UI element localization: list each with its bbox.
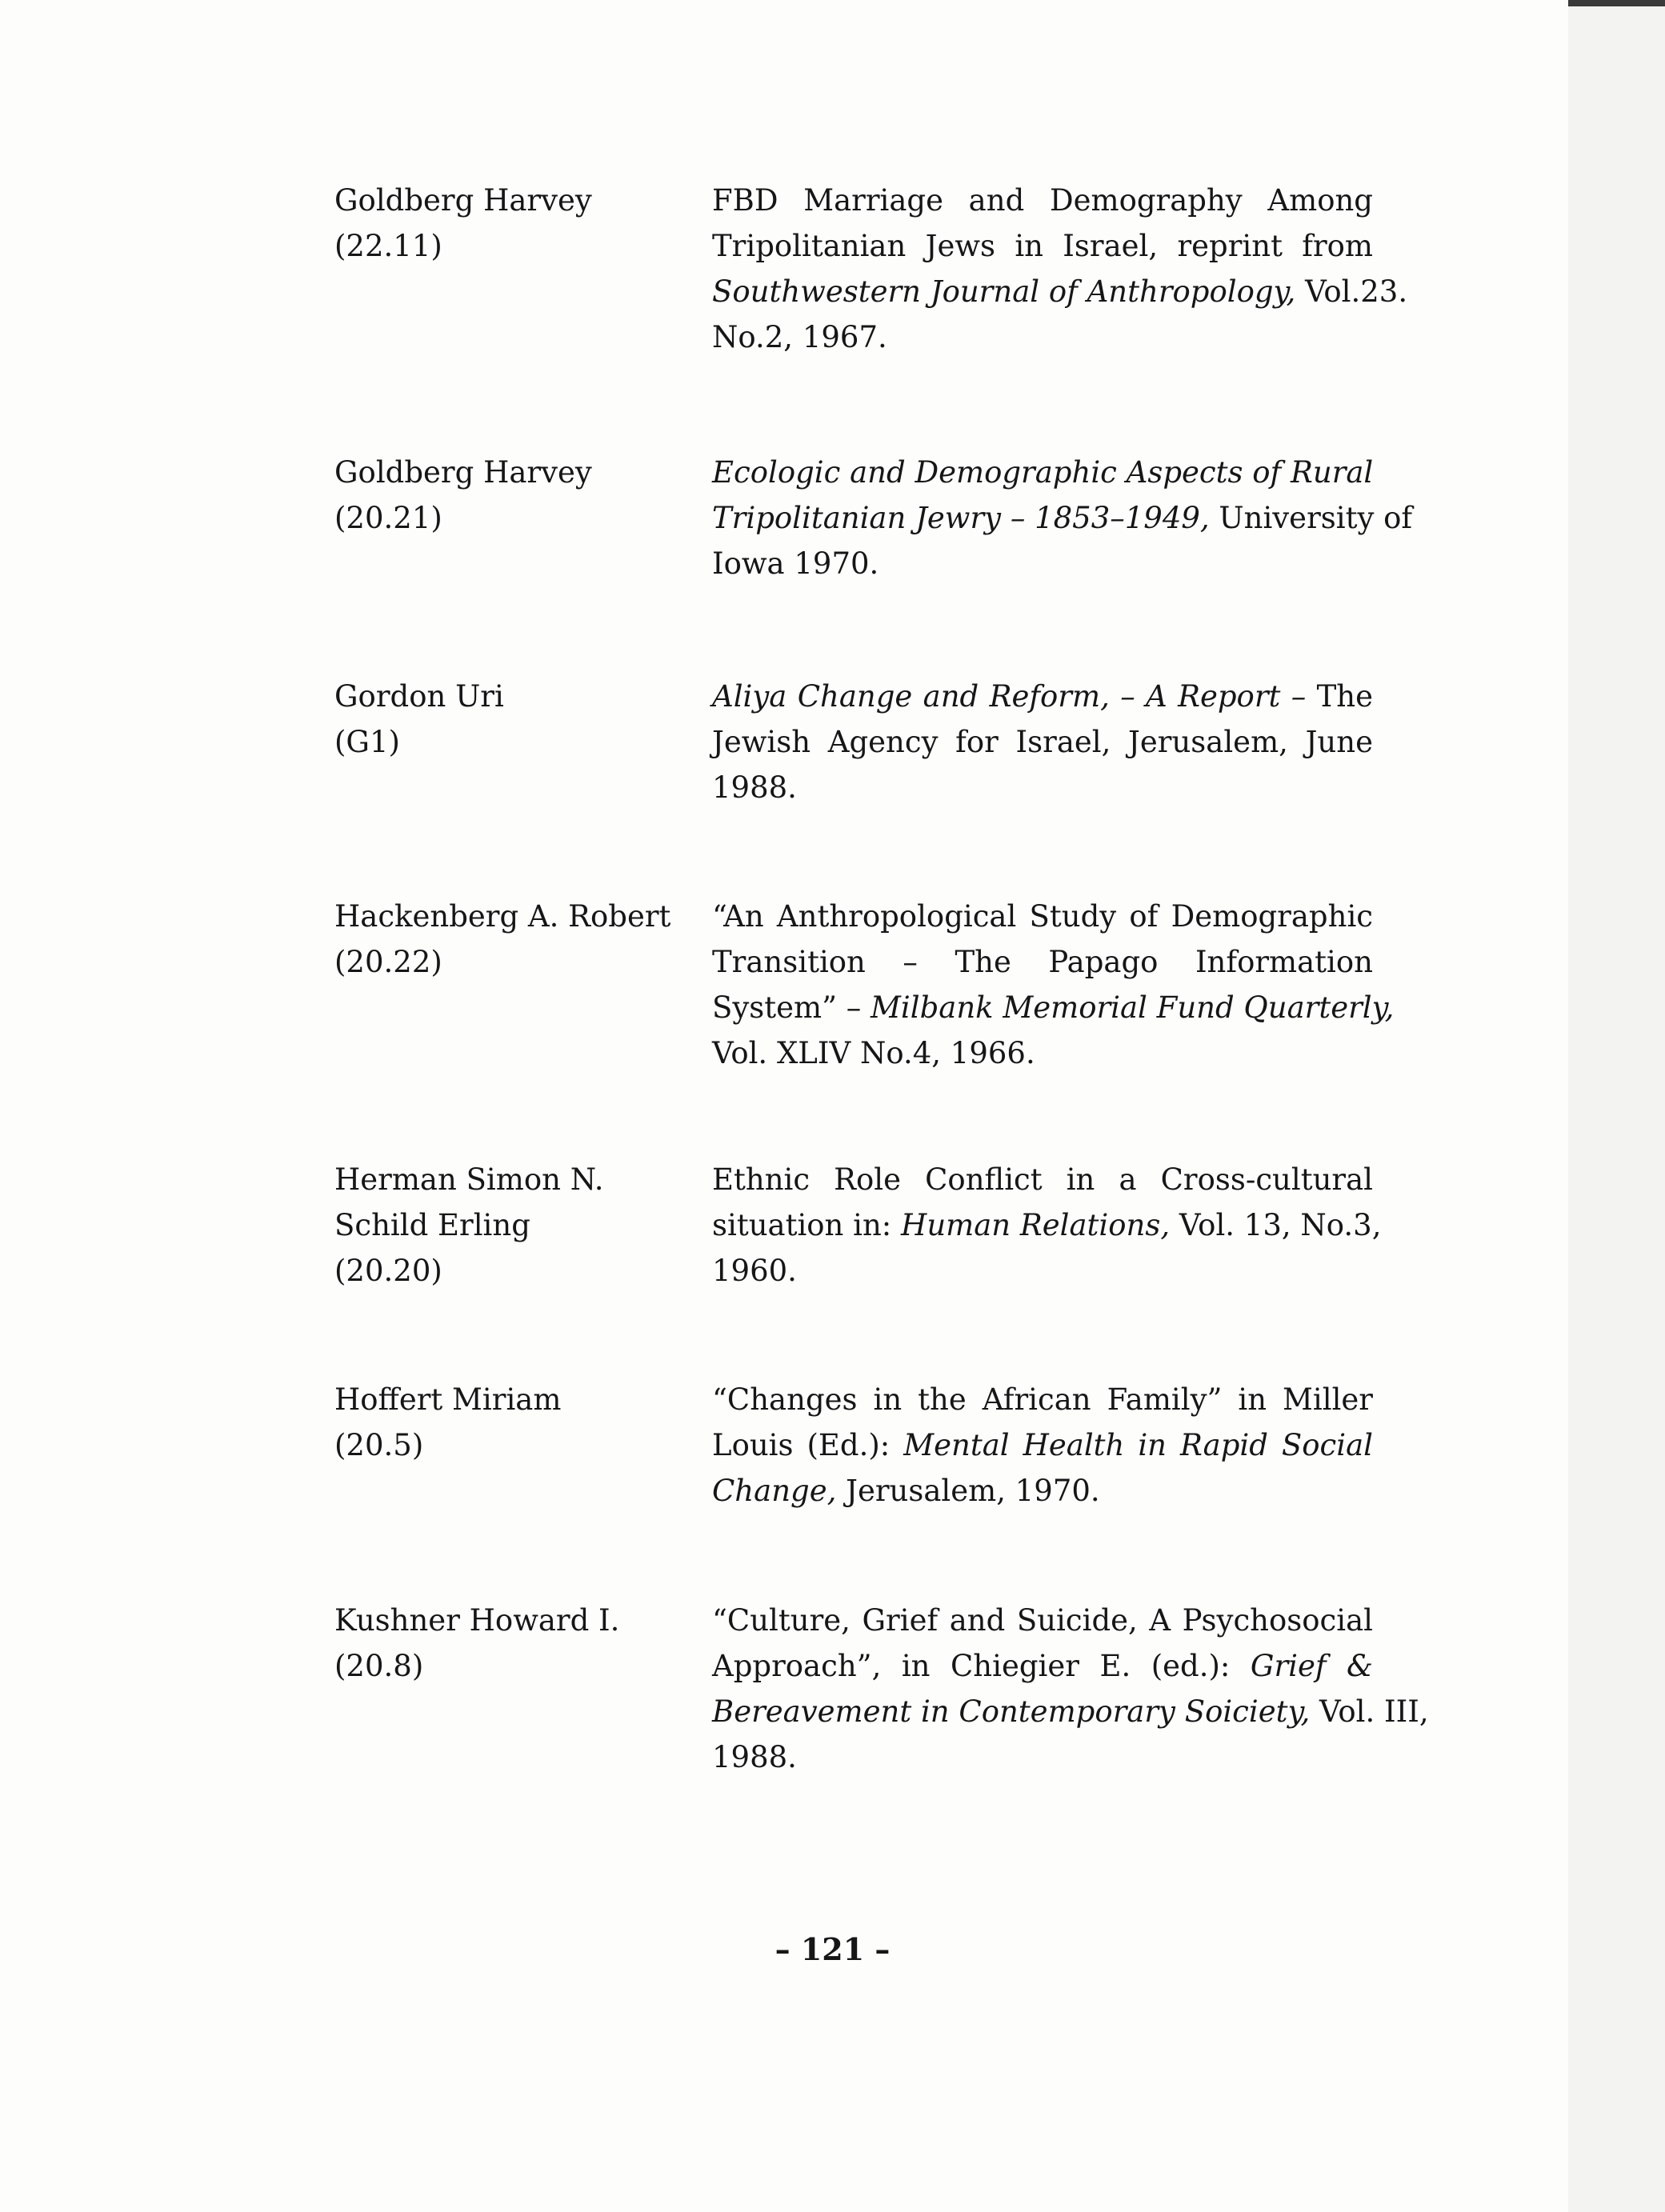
reference-line: [712, 985, 1395, 1030]
author-line: Hackenberg A. Robert: [334, 899, 671, 934]
italic-text: Mental Health in Rapid Social: [903, 1428, 1373, 1462]
author-line: Herman Simon N.: [334, 1162, 604, 1197]
author-line: (20.21): [334, 501, 442, 535]
reference-text: Jerusalem, 1970.: [836, 1474, 1100, 1508]
italic-text: Milbank Memorial Fund Quarterly,: [871, 990, 1395, 1025]
italic-text: Human Relations,: [901, 1208, 1171, 1242]
italic-text: Southwestern Journal of Anthropology,: [712, 274, 1296, 309]
entry-author: [334, 1598, 670, 1689]
reference-line: [712, 495, 1413, 541]
reference-line: [712, 541, 1373, 586]
reference-text: 1988.: [712, 770, 797, 805]
entry-author: [334, 1377, 670, 1468]
reference-text: Transition – The Papago Information: [712, 945, 1373, 979]
reference-line: [712, 1734, 1373, 1780]
author-line: (20.20): [334, 1254, 442, 1288]
author-line: (G1): [334, 725, 400, 759]
reference-line: [712, 765, 1373, 810]
entry-author: [334, 178, 670, 269]
entry-reference: [712, 894, 1395, 1076]
reference-text: No.2, 1967.: [712, 320, 887, 354]
reference-text: Vol. XLIV No.4, 1966.: [712, 1036, 1035, 1070]
author-line: Schild Erling: [334, 1208, 530, 1242]
author-line: Hoffert Miriam: [334, 1382, 562, 1417]
reference-text: Jewish Agency for Israel, Jerusalem, June: [712, 725, 1373, 759]
author-line: (20.8): [334, 1649, 424, 1683]
reference-text: Vol. III,: [1310, 1694, 1429, 1729]
page-number: – 121 –: [774, 1931, 891, 1967]
italic-text: Ecologic and Demographic Aspects of Rural: [712, 455, 1374, 490]
entry-author: [334, 1157, 670, 1294]
reference-text: situation in:: [712, 1208, 902, 1242]
author-line: (22.11): [334, 229, 442, 263]
reference-line: [712, 1030, 1373, 1076]
reference-line: [712, 1598, 1373, 1643]
reference-line: [712, 719, 1373, 765]
reference-text: Ethnic Role Conflict in a Cross-cultural: [712, 1162, 1373, 1197]
italic-text: Tripolitanian Jewry – 1853–1949,: [712, 501, 1210, 535]
italic-text: Aliya Change and Reform, – A Report –: [712, 679, 1307, 714]
reference-line: [712, 1202, 1382, 1248]
reference-text: Vol.23.: [1295, 274, 1408, 309]
italic-text: Bereavement in Contemporary Soiciety,: [712, 1694, 1311, 1729]
entry-reference: [712, 1598, 1429, 1780]
reference-line: [712, 223, 1373, 269]
reference-text: “Culture, Grief and Suicide, A Psychosocial: [712, 1603, 1373, 1638]
reference-text: 1988.: [712, 1740, 797, 1774]
reference-text: Louis (Ed.):: [712, 1428, 904, 1462]
entry-author: [334, 894, 670, 985]
reference-line: [712, 1377, 1373, 1422]
reference-line: [712, 1468, 1373, 1514]
reference-line: [712, 269, 1408, 314]
author-line: Goldberg Harvey: [334, 455, 592, 490]
italic-text: Change,: [712, 1474, 837, 1508]
reference-text: 1960.: [712, 1254, 797, 1288]
reference-line: [712, 1643, 1373, 1689]
entry-author: [334, 450, 670, 541]
reference-text: Tripolitanian Jews in Israel, reprint from: [712, 229, 1373, 263]
italic-text: Grief &: [1250, 1649, 1373, 1683]
reference-text: “An Anthropological Study of Demographic: [712, 899, 1373, 934]
entry-reference: [712, 1377, 1373, 1514]
reference-line: [712, 1689, 1429, 1734]
reference-line: [712, 178, 1373, 223]
reference-line: [712, 1422, 1373, 1468]
reference-line: [712, 894, 1373, 939]
author-line: (20.22): [334, 945, 442, 979]
reference-text: System” –: [712, 990, 871, 1025]
reference-line: [712, 939, 1373, 985]
entry-reference: [712, 450, 1413, 586]
reference-text: “Changes in the African Family” in Miller: [712, 1382, 1373, 1417]
reference-text: FBD Marriage and Demography Among: [712, 183, 1373, 218]
scan-edge: [1568, 0, 1665, 2212]
author-line: Kushner Howard I.: [334, 1603, 620, 1638]
reference-text: The: [1306, 679, 1373, 714]
reference-line: [712, 674, 1373, 719]
reference-line: [712, 1248, 1373, 1294]
author-line: (20.5): [334, 1428, 424, 1462]
entry-reference: [712, 178, 1408, 360]
reference-line: [712, 1157, 1373, 1202]
reference-text: Approach”, in Chiegier E. (ed.):: [712, 1649, 1251, 1683]
reference-text: Vol. 13, No.3,: [1170, 1208, 1382, 1242]
reference-text: University of: [1209, 501, 1413, 535]
entry-reference: [712, 1157, 1382, 1294]
reference-text: Iowa 1970.: [712, 546, 879, 581]
reference-line: [712, 314, 1373, 360]
author-line: Goldberg Harvey: [334, 183, 592, 218]
entry-author: [334, 674, 670, 765]
reference-line: [712, 450, 1373, 495]
entry-reference: [712, 674, 1373, 810]
author-line: Gordon Uri: [334, 679, 504, 714]
